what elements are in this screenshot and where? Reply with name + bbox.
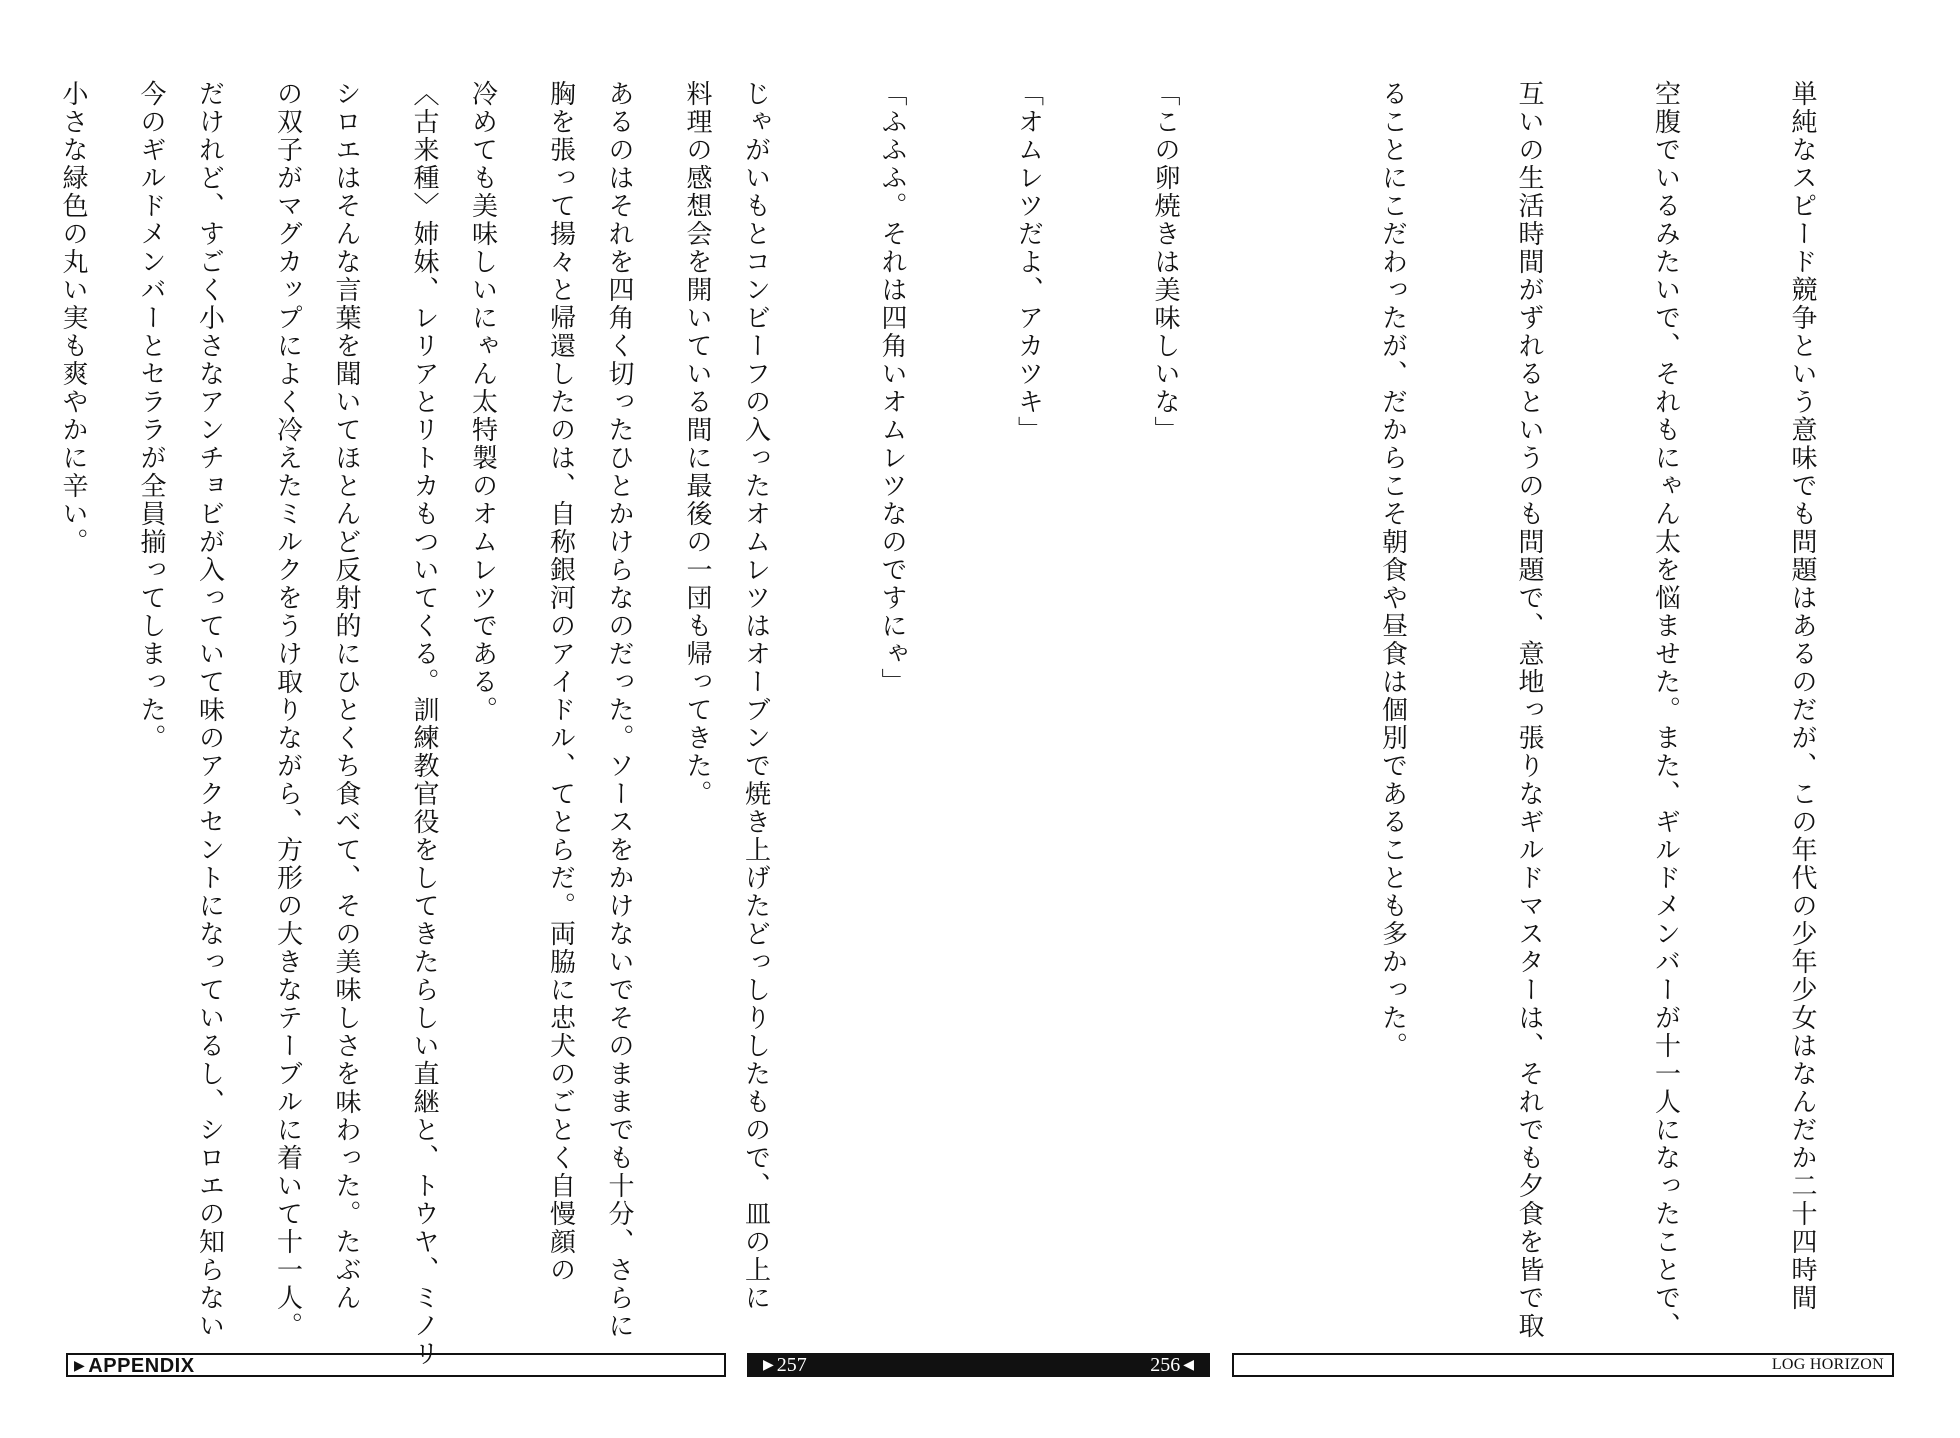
text-line: 互いの生活時間がずれるというのも問題で、意地っ張りなギルドマスターは、それでも夕食を皆で取 (1514, 80, 1544, 1340)
text-line: 「ふふふ。それは四角いオムレツなのですにゃ」 (877, 80, 907, 696)
text-line: 冷めても美味しいにゃん太特製のオムレツである。 (467, 80, 498, 724)
text-line: の双子がマグカップによく冷えたミルクをうけ取りながら、方形の大きなテーブルに着いて十一人。 (272, 80, 303, 1340)
text-line: シロエはそんな言葉を聞いてほとんど反射的にひとくち食べて、その美味しさを味わった。たぶん (331, 80, 361, 1312)
right-page-number (1150, 1353, 1194, 1378)
page-number-bar (747, 1353, 1210, 1377)
appendix-label: APPENDIX (88, 1355, 195, 1377)
page-number-257: 257 (776, 1354, 807, 1376)
left-page-number (763, 1353, 807, 1378)
text-line: 「この卵焼きは美味しいな」 (1150, 80, 1180, 444)
triangle-right-icon: ▶ (763, 1358, 774, 1373)
triangle-left-icon: ◀ (1183, 1358, 1194, 1373)
text-line: だけれど、すごく小さなアンチョビが入っていて味のアクセントになっているし、シロエの知らない (194, 80, 225, 1340)
title-footer (1232, 1353, 1894, 1377)
section-label (74, 1355, 195, 1376)
section-footer (66, 1353, 726, 1377)
triangle-right-icon: ▶ (74, 1357, 86, 1373)
text-line: 〈古来種〉姉妹、レリアとリトカもついてくる。訓練教官役をしてきたらしい直継と、トウヤ、ミノリ (409, 80, 439, 1368)
text-line: 単純なスピード競争という意味でも問題はあるのだが、この年代の少年少女はなんだか二十四時間 (1787, 80, 1817, 1312)
text-line: 小さな緑色の丸い実も爽やかに辛い。 (58, 80, 88, 556)
text-line: 胸を張って揚々と帰還したのは、自称銀河のアイドル、てとらだ。両脇に忠犬のごとく自慢顔の (545, 80, 576, 1284)
book-title: LOG HORIZON (1771, 1356, 1884, 1373)
text-line: 「オムレツだよ、アカツキ」 (1013, 80, 1044, 444)
page-number-256: 256 (1150, 1354, 1181, 1376)
text-line: 料理の感想会を開いている間に最後の一団も帰ってきた。 (682, 80, 712, 808)
text-line: 今のギルドメンバーとセララが全員揃ってしまった。 (136, 80, 166, 752)
text-line: 空腹でいるみたいで、それもにゃん太を悩ませた。また、ギルドメンバーが十一人になったことで、 (1650, 80, 1681, 1340)
text-line: ることにこだわったが、だからこそ朝食や昼食は個別であることも多かった。 (1377, 80, 1408, 1060)
text-line: じゃがいもとコンビーフの入ったオムレツはオーブンで焼き上げたどっしりしたもので、皿の上に (740, 80, 771, 1312)
text-line: あるのはそれを四角く切ったひとかけらなのだった。ソースをかけないでそのままでも十分、さらに (604, 80, 634, 1340)
